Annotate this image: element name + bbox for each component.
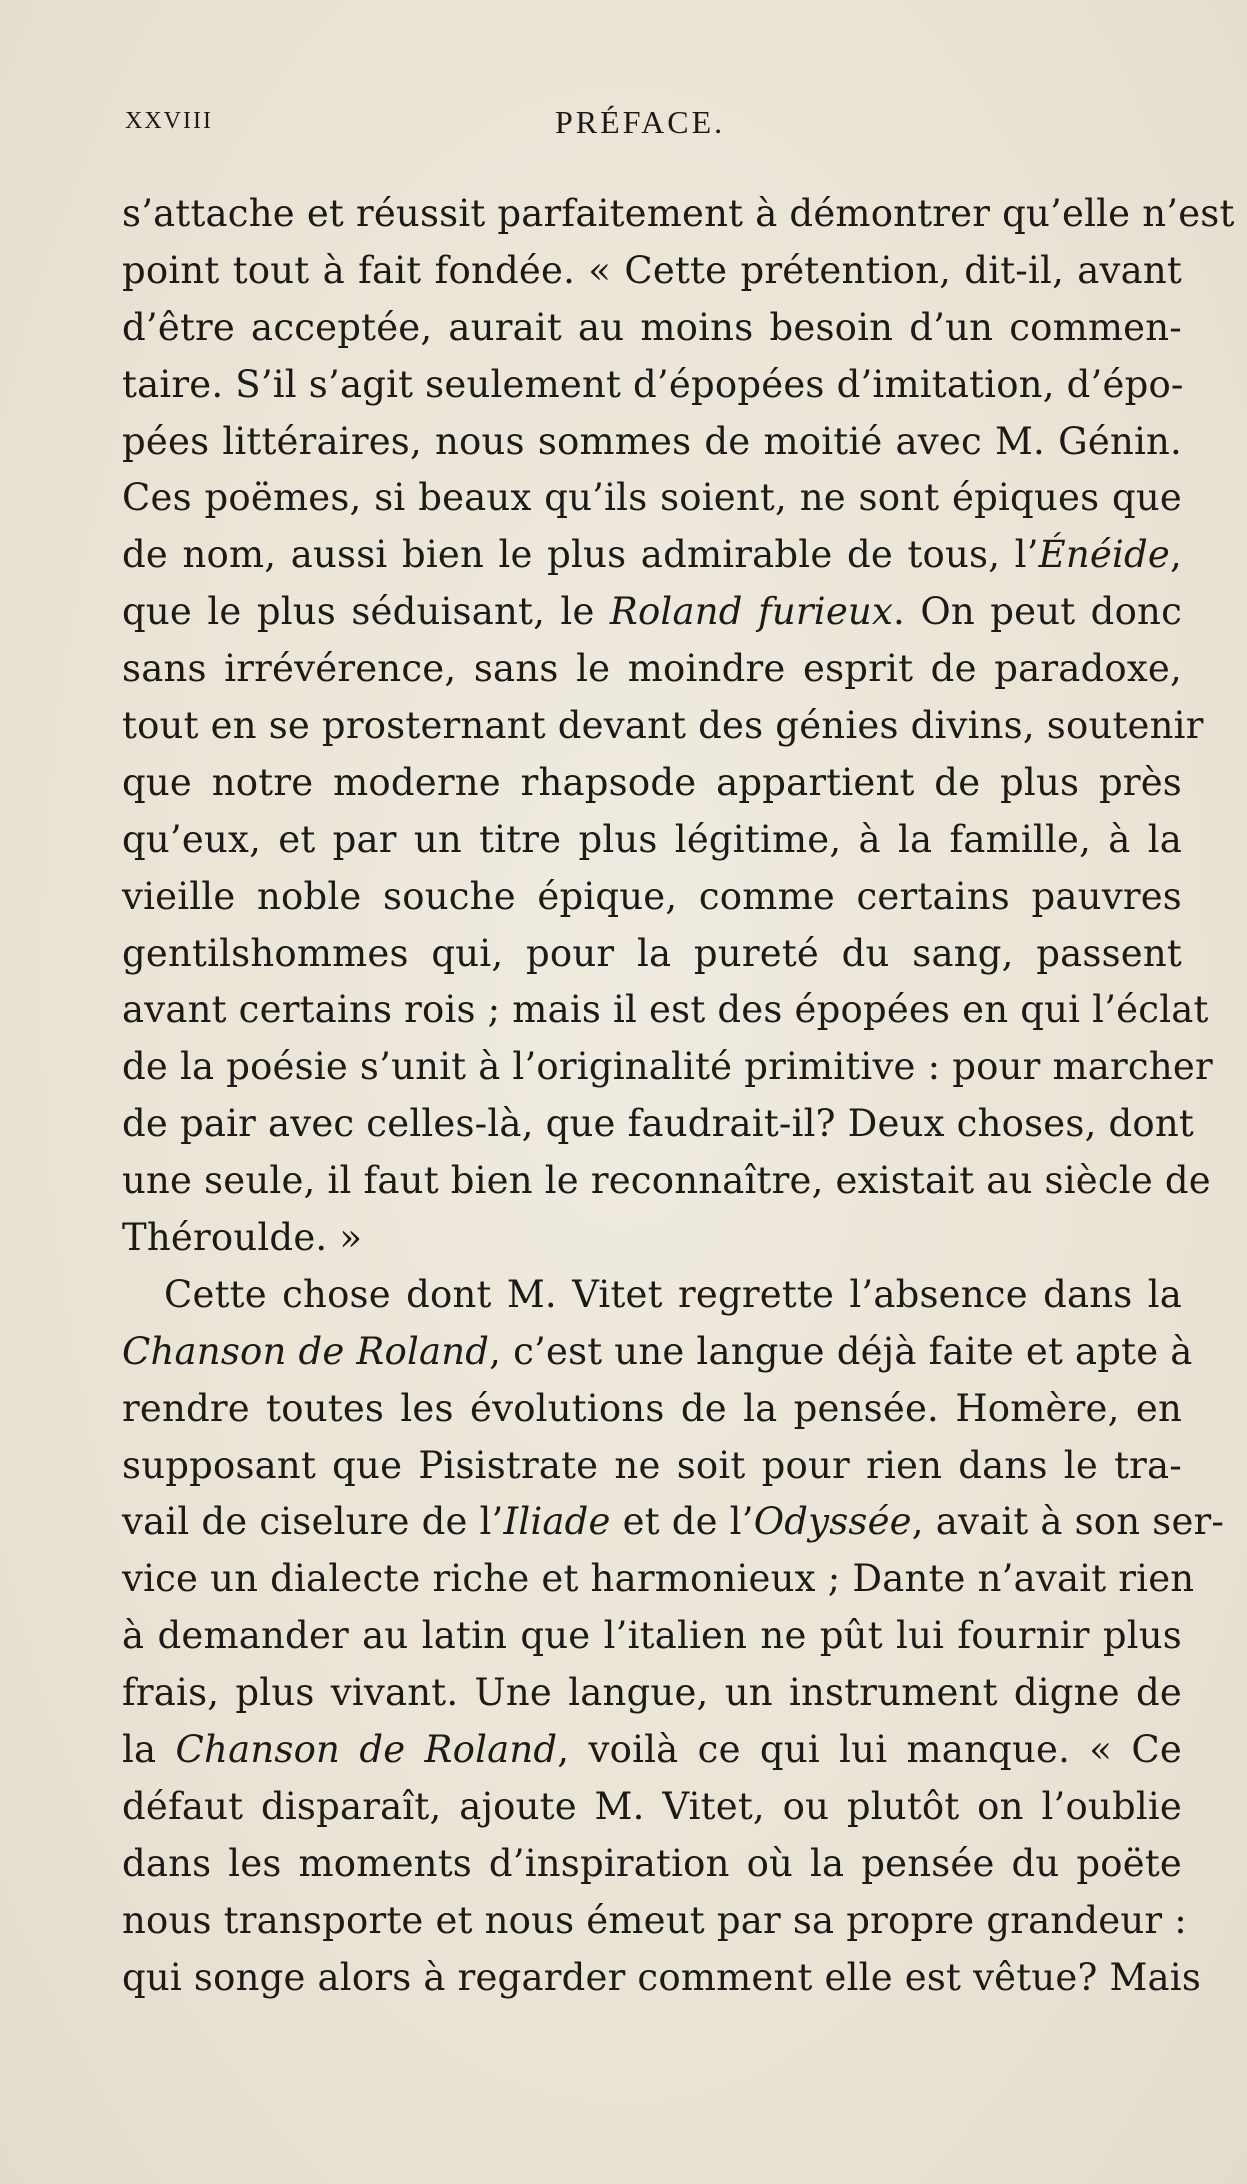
text-line bbox=[122, 1950, 1202, 2007]
text-run: frais, plus vivant. Une langue, un instrument digne de bbox=[122, 1671, 1182, 1715]
text-line bbox=[122, 1893, 1187, 1950]
text-line bbox=[122, 584, 1182, 641]
text-line bbox=[122, 527, 1182, 584]
text-line bbox=[122, 1438, 1182, 1495]
text-line bbox=[122, 641, 1182, 698]
text-run: , avait à son ser- bbox=[911, 1500, 1225, 1544]
italic-title: Énéide bbox=[1038, 533, 1171, 577]
text-run: , bbox=[1170, 533, 1182, 577]
italic-title: Roland furieux bbox=[609, 590, 894, 634]
text-run: gentilshommes qui, pour la pureté du sang, passent bbox=[122, 931, 1182, 975]
text-line bbox=[122, 1779, 1182, 1836]
text-line bbox=[122, 1153, 1211, 1210]
text-run: et de l’ bbox=[610, 1500, 754, 1544]
text-line bbox=[122, 869, 1182, 926]
text-run: vieille noble souche épique, comme certains pauvres bbox=[122, 874, 1182, 918]
text-run: défaut disparaît, ajoute M. Vitet, ou plutôt on l’oublie bbox=[122, 1784, 1182, 1828]
text-run: une seule, il faut bien le reconnaître, existait au siècle de bbox=[122, 1159, 1211, 1203]
text-line bbox=[122, 1665, 1182, 1722]
text-run: supposant que Pisistrate ne soit pour rien dans le tra- bbox=[122, 1443, 1182, 1487]
text-line bbox=[122, 1267, 1182, 1324]
text-run: Cette chose dont M. Vitet regrette l’absence dans la bbox=[164, 1272, 1182, 1316]
text-line bbox=[122, 357, 1182, 414]
text-run: vail de ciselure de l’ bbox=[122, 1500, 504, 1544]
italic-title: Chanson de Roland bbox=[175, 1728, 558, 1772]
text-line bbox=[122, 698, 1204, 755]
text-line bbox=[122, 982, 1209, 1039]
text-line bbox=[122, 812, 1182, 869]
text-run: avant certains rois ; mais il est des épopées en qui l’éclat bbox=[122, 988, 1209, 1032]
text-line bbox=[122, 1381, 1182, 1438]
text-run: que notre moderne rhapsode appartient de plus près bbox=[122, 760, 1182, 804]
text-line bbox=[122, 414, 1182, 471]
text-run: vice un dialecte riche et harmonieux ; Dante n’avait rien bbox=[122, 1557, 1195, 1601]
text-line bbox=[122, 1608, 1182, 1665]
body-text bbox=[122, 186, 1235, 2007]
text-line bbox=[122, 1494, 1225, 1551]
text-run: , c’est une langue déjà faite et apte à bbox=[489, 1329, 1193, 1373]
text-run: rendre toutes les évolutions de la pensée. Homère, en bbox=[122, 1386, 1182, 1430]
text-line bbox=[122, 243, 1182, 300]
text-run: point tout à fait fondée. « Cette prétention, dit-il, avant bbox=[122, 248, 1182, 292]
text-line bbox=[122, 1096, 1194, 1153]
italic-title: Iliade bbox=[503, 1500, 611, 1544]
text-run: qu’eux, et par un titre plus légitime, à la famille, à la bbox=[122, 817, 1182, 861]
text-run: qui songe alors à regarder comment elle est vêtue? Mais bbox=[122, 1955, 1202, 1999]
text-run: la bbox=[122, 1728, 176, 1772]
text-line bbox=[122, 1039, 1213, 1096]
page-header bbox=[125, 104, 1185, 148]
text-line bbox=[122, 1210, 1182, 1267]
italic-title: Odyssée bbox=[753, 1500, 912, 1544]
text-run: à demander au latin que l’italien ne pût lui fournir plus bbox=[122, 1614, 1182, 1658]
running-title: PRÉFACE. bbox=[555, 104, 726, 140]
text-run: Théroulde. » bbox=[122, 1216, 363, 1260]
text-run: . On peut donc bbox=[893, 590, 1182, 634]
text-run: nous transporte et nous émeut par sa propre grandeur : bbox=[122, 1898, 1187, 1942]
text-run: de la poésie s’unit à l’originalité primitive : pour marcher bbox=[122, 1045, 1213, 1089]
text-line bbox=[122, 470, 1182, 527]
text-run: dans les moments d’inspiration où la pensée du poëte bbox=[122, 1841, 1182, 1885]
text-line bbox=[122, 300, 1182, 357]
text-line bbox=[122, 1551, 1195, 1608]
text-run: , voilà ce qui lui manque. « Ce bbox=[557, 1728, 1182, 1772]
text-run: taire. S’il s’agit seulement d’épopées d’imitation, d’épo- bbox=[122, 362, 1184, 406]
text-line bbox=[122, 1722, 1182, 1779]
text-run: Ces poëmes, si beaux qu’ils soient, ne sont épiques que bbox=[122, 476, 1182, 520]
page-number: XXVIII bbox=[125, 108, 213, 134]
text-run: d’être acceptée, aurait au moins besoin d’un commen- bbox=[122, 305, 1182, 349]
text-run: pées littéraires, nous sommes de moitié avec M. Génin. bbox=[122, 419, 1182, 463]
text-run: s’attache et réussit parfaitement à démontrer qu’elle n’est bbox=[122, 192, 1235, 235]
text-run: de nom, aussi bien le plus admirable de tous, l’ bbox=[122, 533, 1039, 577]
text-run: tout en se prosternant devant des génies divins, soutenir bbox=[122, 704, 1204, 748]
text-line bbox=[122, 755, 1182, 812]
text-line bbox=[122, 186, 1235, 243]
text-line bbox=[122, 926, 1182, 983]
text-run: que le plus séduisant, le bbox=[122, 590, 610, 634]
text-line bbox=[122, 1324, 1193, 1381]
text-run: sans irrévérence, sans le moindre esprit de paradoxe, bbox=[122, 647, 1182, 691]
italic-title: Chanson de Roland bbox=[122, 1329, 490, 1373]
text-run: de pair avec celles-là, que faudrait-il? Deux choses, dont bbox=[122, 1102, 1194, 1146]
text-line bbox=[122, 1836, 1182, 1893]
